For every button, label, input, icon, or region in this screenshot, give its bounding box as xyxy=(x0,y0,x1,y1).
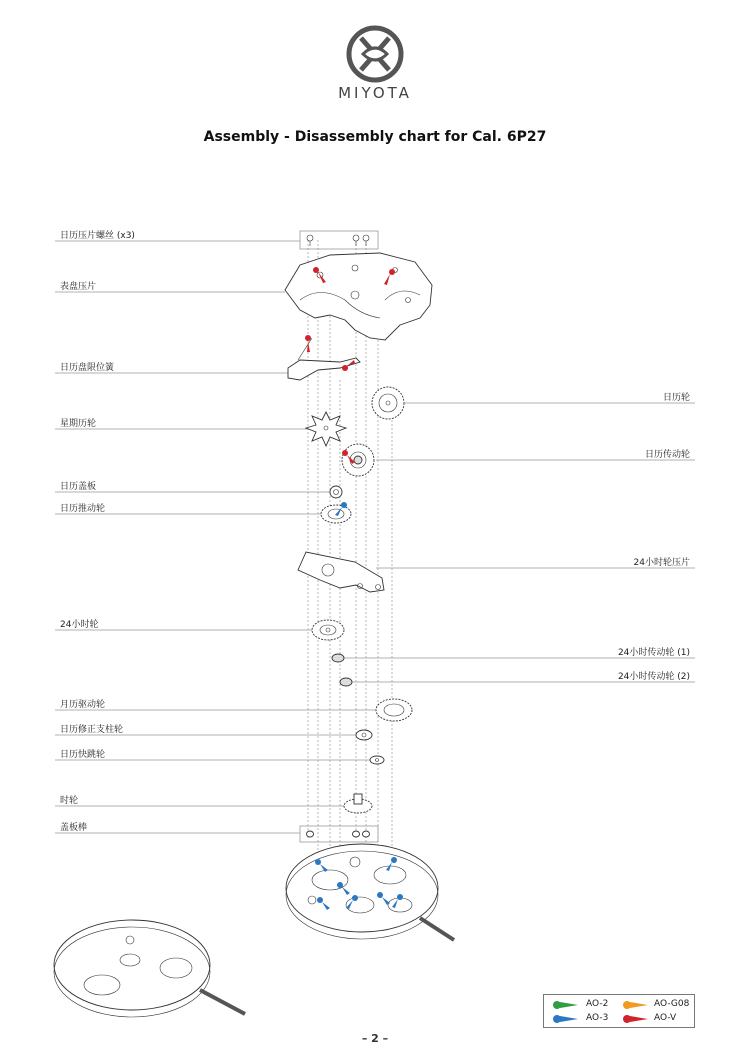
month-drive-wheel-part xyxy=(376,699,412,721)
date-transmission-wheel-part xyxy=(342,444,374,476)
hour24-wheel-part xyxy=(312,620,344,640)
label-date-transmission-wheel: 日历传动轮 xyxy=(644,450,690,460)
movement-main-part xyxy=(286,844,454,940)
label-date-jumper: 日历盘限位簧 xyxy=(60,363,115,373)
label-date-cover: 日历盖板 xyxy=(60,482,97,492)
date-wheel-part xyxy=(372,387,404,419)
label-hour24-transmission-1: 24小时传动轮 (1) xyxy=(617,648,690,658)
oil-blue-icon xyxy=(552,1013,580,1025)
hour24-transmission-wheels-part xyxy=(332,654,352,686)
label-hour24-plate: 24小时轮压片 xyxy=(633,558,690,568)
oil-red-icon xyxy=(622,1013,650,1025)
label-cover-pin: 盖板棒 xyxy=(60,823,88,833)
date-cover-part xyxy=(330,486,342,498)
legend-label-ao2: AO-2 xyxy=(586,999,609,1009)
label-date-wheel: 日历轮 xyxy=(662,393,690,403)
date-quick-wheel-part xyxy=(370,756,384,764)
legend-label-aog08: AO-G08 xyxy=(654,999,690,1009)
left-labels xyxy=(60,229,135,833)
label-date-plate-screw: 日历压片螺丝 (x3) xyxy=(60,231,135,241)
page-title: Assembly - Disassembly chart for Cal. 6P27 xyxy=(203,129,547,145)
dial-plate-part xyxy=(285,253,432,340)
brand-name: MIYOTA xyxy=(338,84,412,102)
label-date-corrector-wheel: 日历修正支柱轮 xyxy=(60,725,124,735)
oil-legend xyxy=(543,994,695,1028)
hour24-plate-part xyxy=(298,552,384,592)
label-day-wheel: 星期历轮 xyxy=(60,419,97,429)
legend-label-ao3: AO-3 xyxy=(586,1013,609,1023)
oil-green-icon xyxy=(552,999,580,1011)
label-date-quick-wheel: 日历快跳轮 xyxy=(60,750,106,760)
label-hour24-transmission-2: 24小时传动轮 (2) xyxy=(617,672,690,682)
label-hour-wheel: 时轮 xyxy=(60,796,79,806)
right-labels xyxy=(618,391,690,682)
left-leader-lines xyxy=(55,241,378,833)
legend-label-aov: AO-V xyxy=(654,1013,677,1023)
date-jumper-part xyxy=(288,338,360,380)
right-leader-lines xyxy=(344,403,695,682)
date-plate-screws-part xyxy=(300,231,378,249)
page-number: – 2 – xyxy=(361,1032,389,1045)
date-corrector-wheel-part xyxy=(356,730,372,740)
movement-overview-part xyxy=(54,920,245,1017)
label-hour24-wheel: 24小时轮 xyxy=(60,620,99,630)
hour-wheel-part xyxy=(344,794,372,813)
day-wheel-part xyxy=(306,412,346,446)
label-dial-plate: 表盘压片 xyxy=(60,282,97,292)
label-month-drive-wheel: 月历驱动轮 xyxy=(60,700,106,710)
oil-orange-icon xyxy=(622,999,650,1011)
label-date-driving-wheel: 日历推动轮 xyxy=(60,504,106,514)
